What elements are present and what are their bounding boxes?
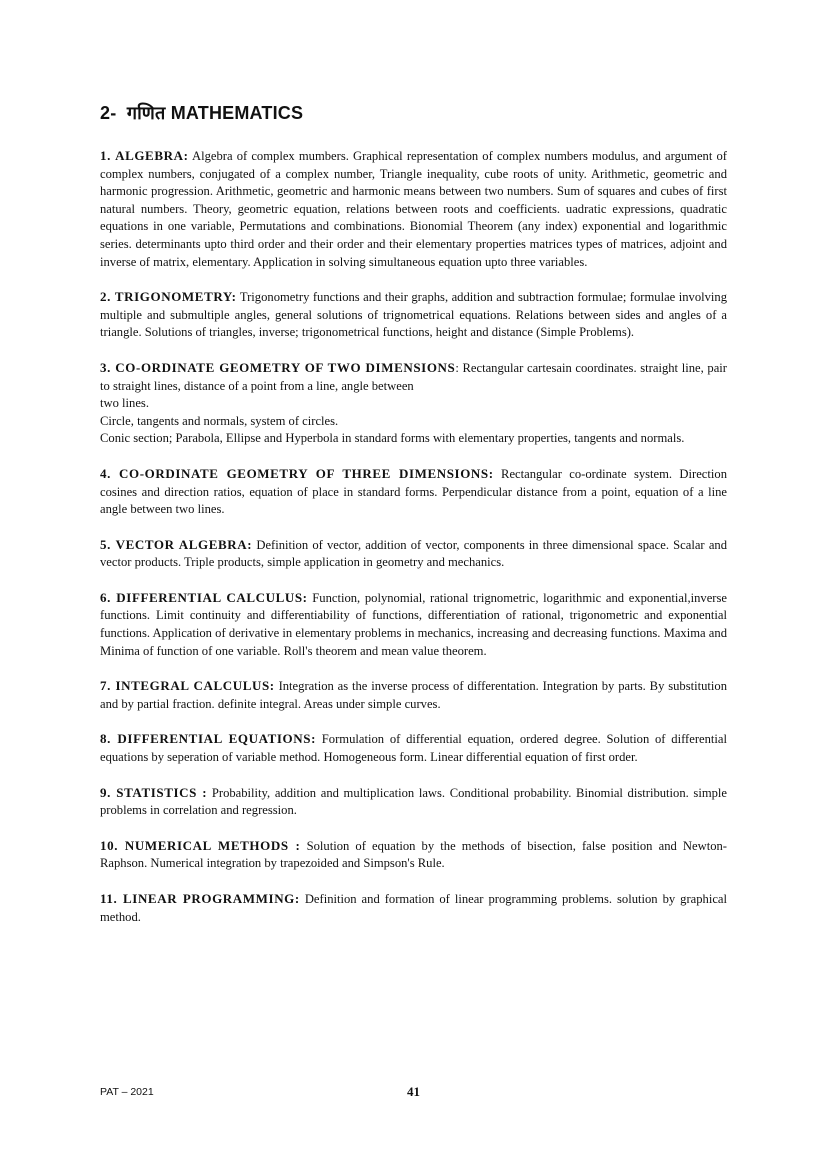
syllabus-sections (100, 147, 727, 943)
section-statistics (100, 784, 727, 820)
section-heading: 11. LINEAR PROGRAMMING: (100, 891, 300, 906)
section-body: Formulation of differential equation, ordered degree. Solution of differential equations by seperation of variable method. Homogeneous form. Linear differential equation of first order. (100, 732, 727, 765)
section-heading: 10. NUMERICAL METHODS : (100, 837, 301, 853)
page-title (100, 101, 303, 125)
section-heading: 9. STATISTICS : (100, 784, 208, 800)
heading-hindi: गणित (126, 103, 166, 124)
section-vector-algebra (100, 536, 727, 572)
section-integral-calculus (100, 677, 727, 713)
section-body: Solution of equation by the methods of bisection, false position and Newton-Raphson. Numerical integration by trapezoided and Simpson's Rule. (100, 838, 728, 871)
section-coordinate-geometry-2d (100, 359, 727, 448)
section-line: two lines. (100, 396, 149, 411)
section-heading: 6. DIFFERENTIAL CALCULUS: (100, 589, 308, 605)
section-differential-equations (100, 730, 727, 766)
section-trigonometry (100, 288, 727, 342)
section-heading: 8. DIFFERENTIAL EQUATIONS: (100, 731, 316, 747)
section-heading: 1. ALGEBRA: (100, 148, 189, 163)
section-body: Function, polynomial, rational trignometric, logarithmic and exponential,inverse functions. Limit continuity and differentiability of functions, differentiation of rational, trigonometric and exponential functions. Application of derivative in elementary problems in mechanics, increasing and decreasing functions. Maxima and Minima of function of one variable. Roll's theorem and mean value theorem. (100, 590, 727, 658)
section-body: Rectangular co-ordinate system. Direction cosines and direction ratios, equation of place in standard forms. Perpendicular distance from a point, equation of a line angle between two lines. (100, 466, 727, 517)
section-body: Definition and formation of linear programming problems. solution by graphical method. (100, 892, 727, 924)
section-heading: 2. TRIGONOMETRY: (100, 289, 237, 305)
section-algebra (100, 147, 727, 271)
section-heading: 3. CO-ORDINATE GEOMETRY OF TWO DIMENSIONS (100, 359, 456, 375)
section-body: Integration as the inverse process of differentation. Integration by parts. By substitution and by partial fraction. definite integral. Areas under simple curves. (100, 679, 727, 711)
section-heading: 5. VECTOR ALGEBRA: (100, 536, 253, 552)
section-body: Trigonometry functions and their graphs, addition and subtraction formulae; formulae involving multiple and submultiple angles, general solutions of trignometrical equations. Relations between sides and angles of a triangle. Solutions of triangles, inverse; trigonometrical functions, height and distance (Simple Problems). (100, 290, 728, 340)
section-line: Conic section; Parabola, Ellipse and Hyperbola in standard forms with elementary properties, tangents and normals. (100, 431, 685, 446)
section-body: Probability, addition and multiplication laws. Conditional probability. Binomial distribution. simple problems in correlation and regression. (100, 785, 727, 818)
section-body: : Rectangular cartesain coordinates. straight line, pair to straight lines, distance of a point from a line, angle between (100, 360, 727, 393)
section-coordinate-geometry-3d (100, 465, 727, 519)
section-heading: 7. INTEGRAL CALCULUS: (100, 678, 275, 694)
heading-number: 2- (100, 103, 117, 123)
section-numerical-methods (100, 837, 727, 873)
page-number: 41 (407, 1084, 420, 1099)
section-body: Algebra of complex mumbers. Graphical representation of complex numbers modulus, and argument of complex numbers, conjugated of a complex number, Triangle inequality, cube roots of unity. Arithmetic, geometric and harmonic progression. Arithmetic, geometric and harmonic means between two numbers. Sum of squares and cubes of first natural numbers. Theory, geometric equation, relations between roots and coefficients. uadratic expressions, quadratic equations in one variable, Permutations and combinations. Bionomial Theorem (any index) exponential and logarithmic series. determinants upto third order and their order and their elementary properties matrices types of matrices, adjoint and inverse of matrix, elementary. Application in solving simultaneous equation upto three variables. (100, 149, 727, 269)
heading-title: MATHEMATICS (170, 103, 304, 123)
section-linear-programming (100, 890, 727, 926)
section-differential-calculus (100, 589, 727, 660)
section-body: Definition of vector, addition of vector, components in three dimensional space. Scalar and vector products. Triple products, simple application in geometry and mechanics. (100, 537, 727, 570)
footer-exam-label: PAT – 2021 (100, 1086, 154, 1098)
section-line: Circle, tangents and normals, system of circles. (100, 413, 339, 428)
section-heading: 4. CO-ORDINATE GEOMETRY OF THREE DIMENSIONS: (100, 465, 494, 481)
